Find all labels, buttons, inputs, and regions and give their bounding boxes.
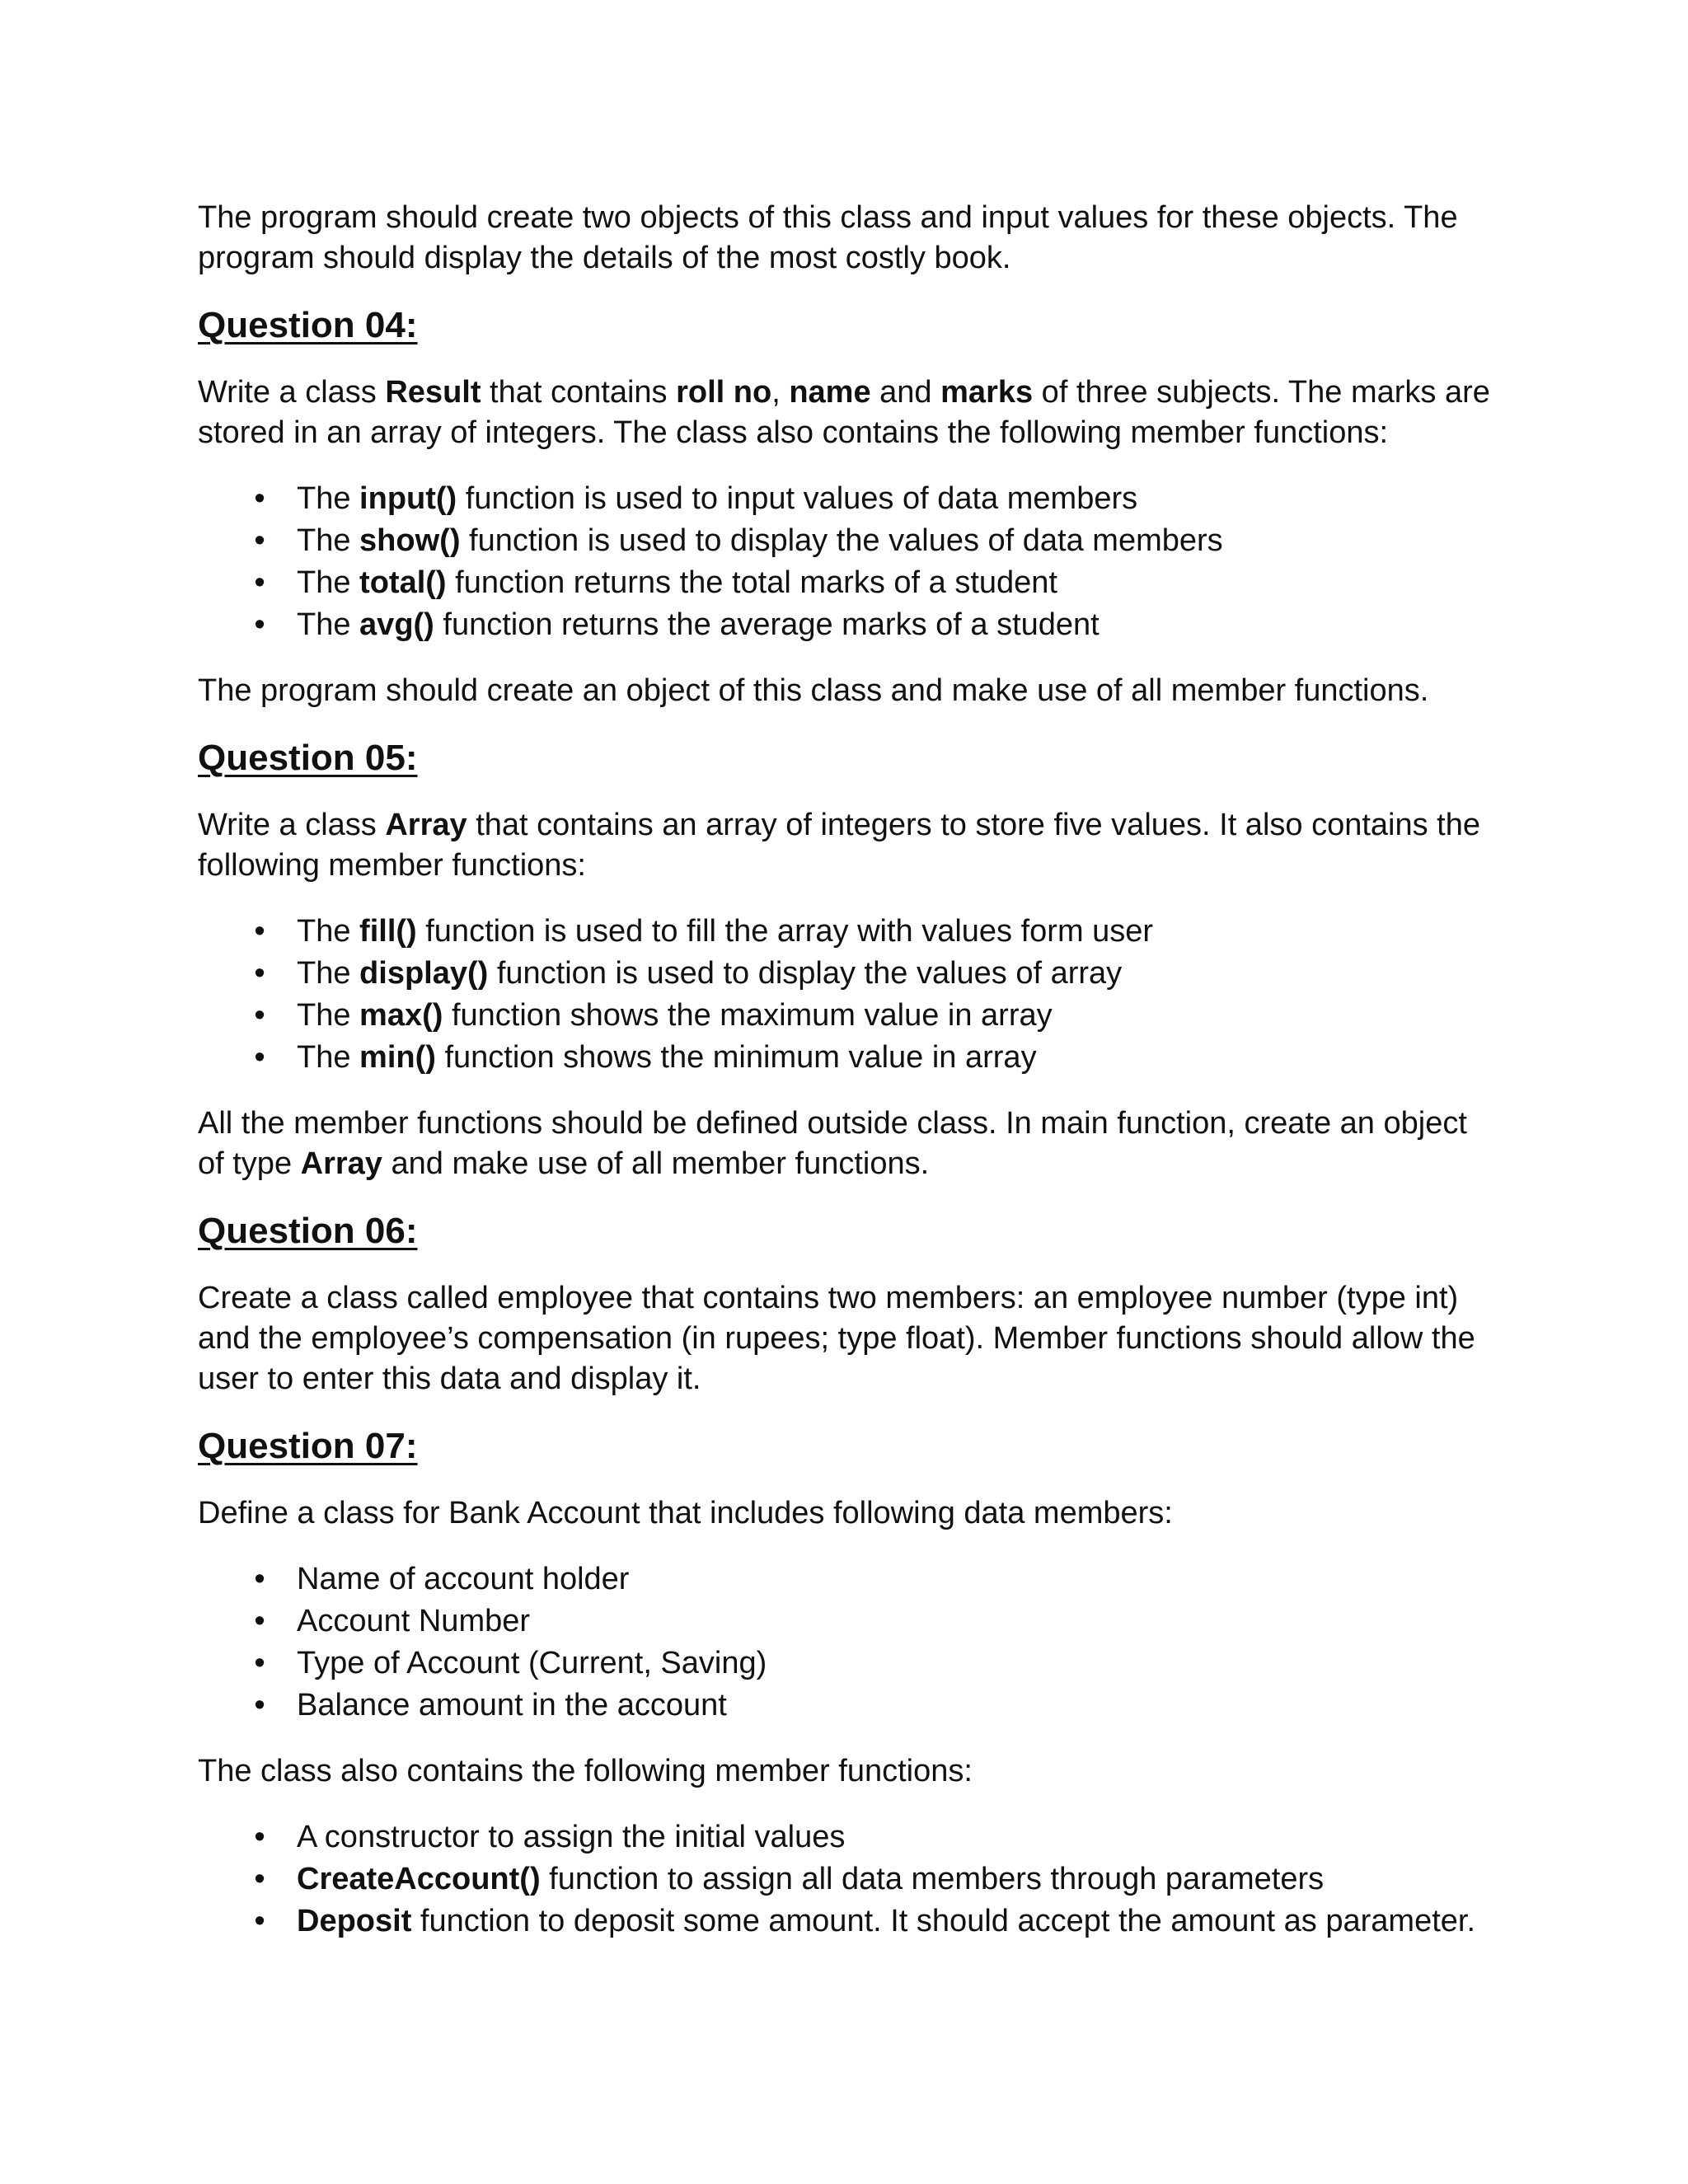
text-run: of three subjects. The marks are stored in an array of integers. The class also contains the following member functions: [198, 375, 1490, 450]
text-run: function is used to fill the array with values form user [416, 914, 1154, 949]
text-run: Account Number [297, 1604, 531, 1638]
bullet-icon: • [254, 956, 265, 991]
bold-class-name: Array [385, 808, 467, 842]
list-item [198, 1037, 1492, 1079]
list-item [198, 562, 1492, 604]
bold-function-name: CreateAccount() [297, 1862, 541, 1896]
bullet-icon: • [254, 481, 265, 516]
bullet-icon: • [254, 1646, 265, 1680]
bullet-icon: • [254, 607, 265, 642]
list-item [198, 953, 1492, 995]
bold-function-name: min() [359, 1040, 436, 1075]
list-item [198, 1858, 1492, 1900]
list-item [198, 1900, 1492, 1943]
bullet-icon: • [254, 1904, 265, 1938]
document-content [198, 198, 1492, 1967]
text-run: The [297, 914, 360, 949]
bold-function-name: input() [359, 481, 457, 516]
text-run: The [297, 1040, 360, 1075]
question-05-heading: Question 05: [198, 738, 418, 778]
text-run: function returns the average marks of a student [434, 607, 1100, 642]
text-run: Write a class [198, 375, 386, 410]
question-05-description [198, 805, 1492, 886]
bold-function-name: Deposit [297, 1904, 412, 1938]
bold-field-roll-no: roll no [676, 375, 772, 410]
text-run: function shows the minimum value in array [435, 1040, 1037, 1075]
question-04-function-list [198, 478, 1492, 646]
bold-class-name: Result [385, 375, 481, 410]
bullet-icon: • [254, 1604, 265, 1638]
question-04-description [198, 373, 1492, 453]
list-item [198, 1643, 1492, 1685]
list-item [198, 1601, 1492, 1643]
list-item [198, 478, 1492, 520]
question-07-data-member-list [198, 1558, 1492, 1727]
text-run: Name of account holder [297, 1562, 630, 1596]
question-07-function-list [198, 1816, 1492, 1943]
text-run: Type of Account (Current, Saving) [297, 1646, 767, 1680]
text-run: All the member functions should be defined outside class. In main function, create an object of type [198, 1106, 1467, 1181]
question-07-functions-intro: The class also contains the following member functions: [198, 1754, 973, 1788]
list-item [198, 520, 1492, 562]
bold-field-marks: marks [940, 375, 1034, 410]
text-run: function is used to display the values of array [488, 956, 1123, 991]
bold-function-name: avg() [359, 607, 434, 642]
list-item [198, 995, 1492, 1037]
text-run: The [297, 523, 360, 558]
text-run: function shows the maximum value in array [443, 998, 1053, 1033]
bullet-icon: • [254, 1040, 265, 1075]
text-run: , [771, 375, 790, 410]
text-run: that contains [481, 375, 677, 410]
bold-class-name: Array [300, 1146, 382, 1181]
bold-function-name: display() [359, 956, 489, 991]
bold-function-name: max() [359, 998, 443, 1033]
text-run: The [297, 481, 360, 516]
bullet-icon: • [254, 1562, 265, 1596]
text-run: Write a class [198, 808, 386, 842]
question-06-description: Create a class called employee that contains two members: an employee number (type int) and the employee’s compensation (in rupees; type float). Member functions should allow the user to enter this data and display it. [198, 1281, 1475, 1396]
question-06-heading: Question 06: [198, 1211, 418, 1251]
text-run: function is used to input values of data members [457, 481, 1138, 516]
text-run: and make use of all member functions. [382, 1146, 930, 1181]
question-07-heading: Question 07: [198, 1426, 418, 1466]
bullet-icon: • [254, 1862, 265, 1896]
text-run: function is used to display the values of data members [460, 523, 1223, 558]
intro-paragraph: The program should create two objects of this class and input values for these objects. The program should display the details of the most costly book. [198, 200, 1458, 275]
list-item [198, 911, 1492, 953]
question-04-closing: The program should create an object of this class and make use of all member functions. [198, 673, 1429, 708]
text-run: function to assign all data members through parameters [540, 1862, 1325, 1896]
question-05-closing [198, 1104, 1492, 1184]
bullet-icon: • [254, 998, 265, 1033]
text-run: Balance amount in the account [297, 1688, 727, 1722]
text-run: function returns the total marks of a student [446, 565, 1057, 600]
bullet-icon: • [254, 1820, 265, 1854]
text-run: The [297, 956, 360, 991]
bullet-icon: • [254, 523, 265, 558]
text-run: The [297, 607, 360, 642]
text-run: and [870, 375, 941, 410]
bold-function-name: fill() [359, 914, 417, 949]
text-run: function to deposit some amount. It should accept the amount as parameter. [411, 1904, 1476, 1938]
question-05-function-list [198, 911, 1492, 1079]
bold-function-name: show() [359, 523, 461, 558]
bold-field-name: name [789, 375, 871, 410]
question-04-heading: Question 04: [198, 305, 418, 345]
question-07-description: Define a class for Bank Account that includes following data members: [198, 1496, 1173, 1530]
list-item [198, 1685, 1492, 1727]
text-run: The [297, 565, 360, 600]
list-item [198, 1816, 1492, 1858]
bullet-icon: • [254, 565, 265, 600]
text-run: that contains an array of integers to store five values. It also contains the following member functions: [198, 808, 1480, 883]
list-item [198, 1558, 1492, 1601]
bullet-icon: • [254, 914, 265, 949]
text-run: A constructor to assign the initial values [297, 1820, 846, 1854]
bold-function-name: total() [359, 565, 447, 600]
list-item [198, 604, 1492, 646]
text-run: The [297, 998, 360, 1033]
bullet-icon: • [254, 1688, 265, 1722]
